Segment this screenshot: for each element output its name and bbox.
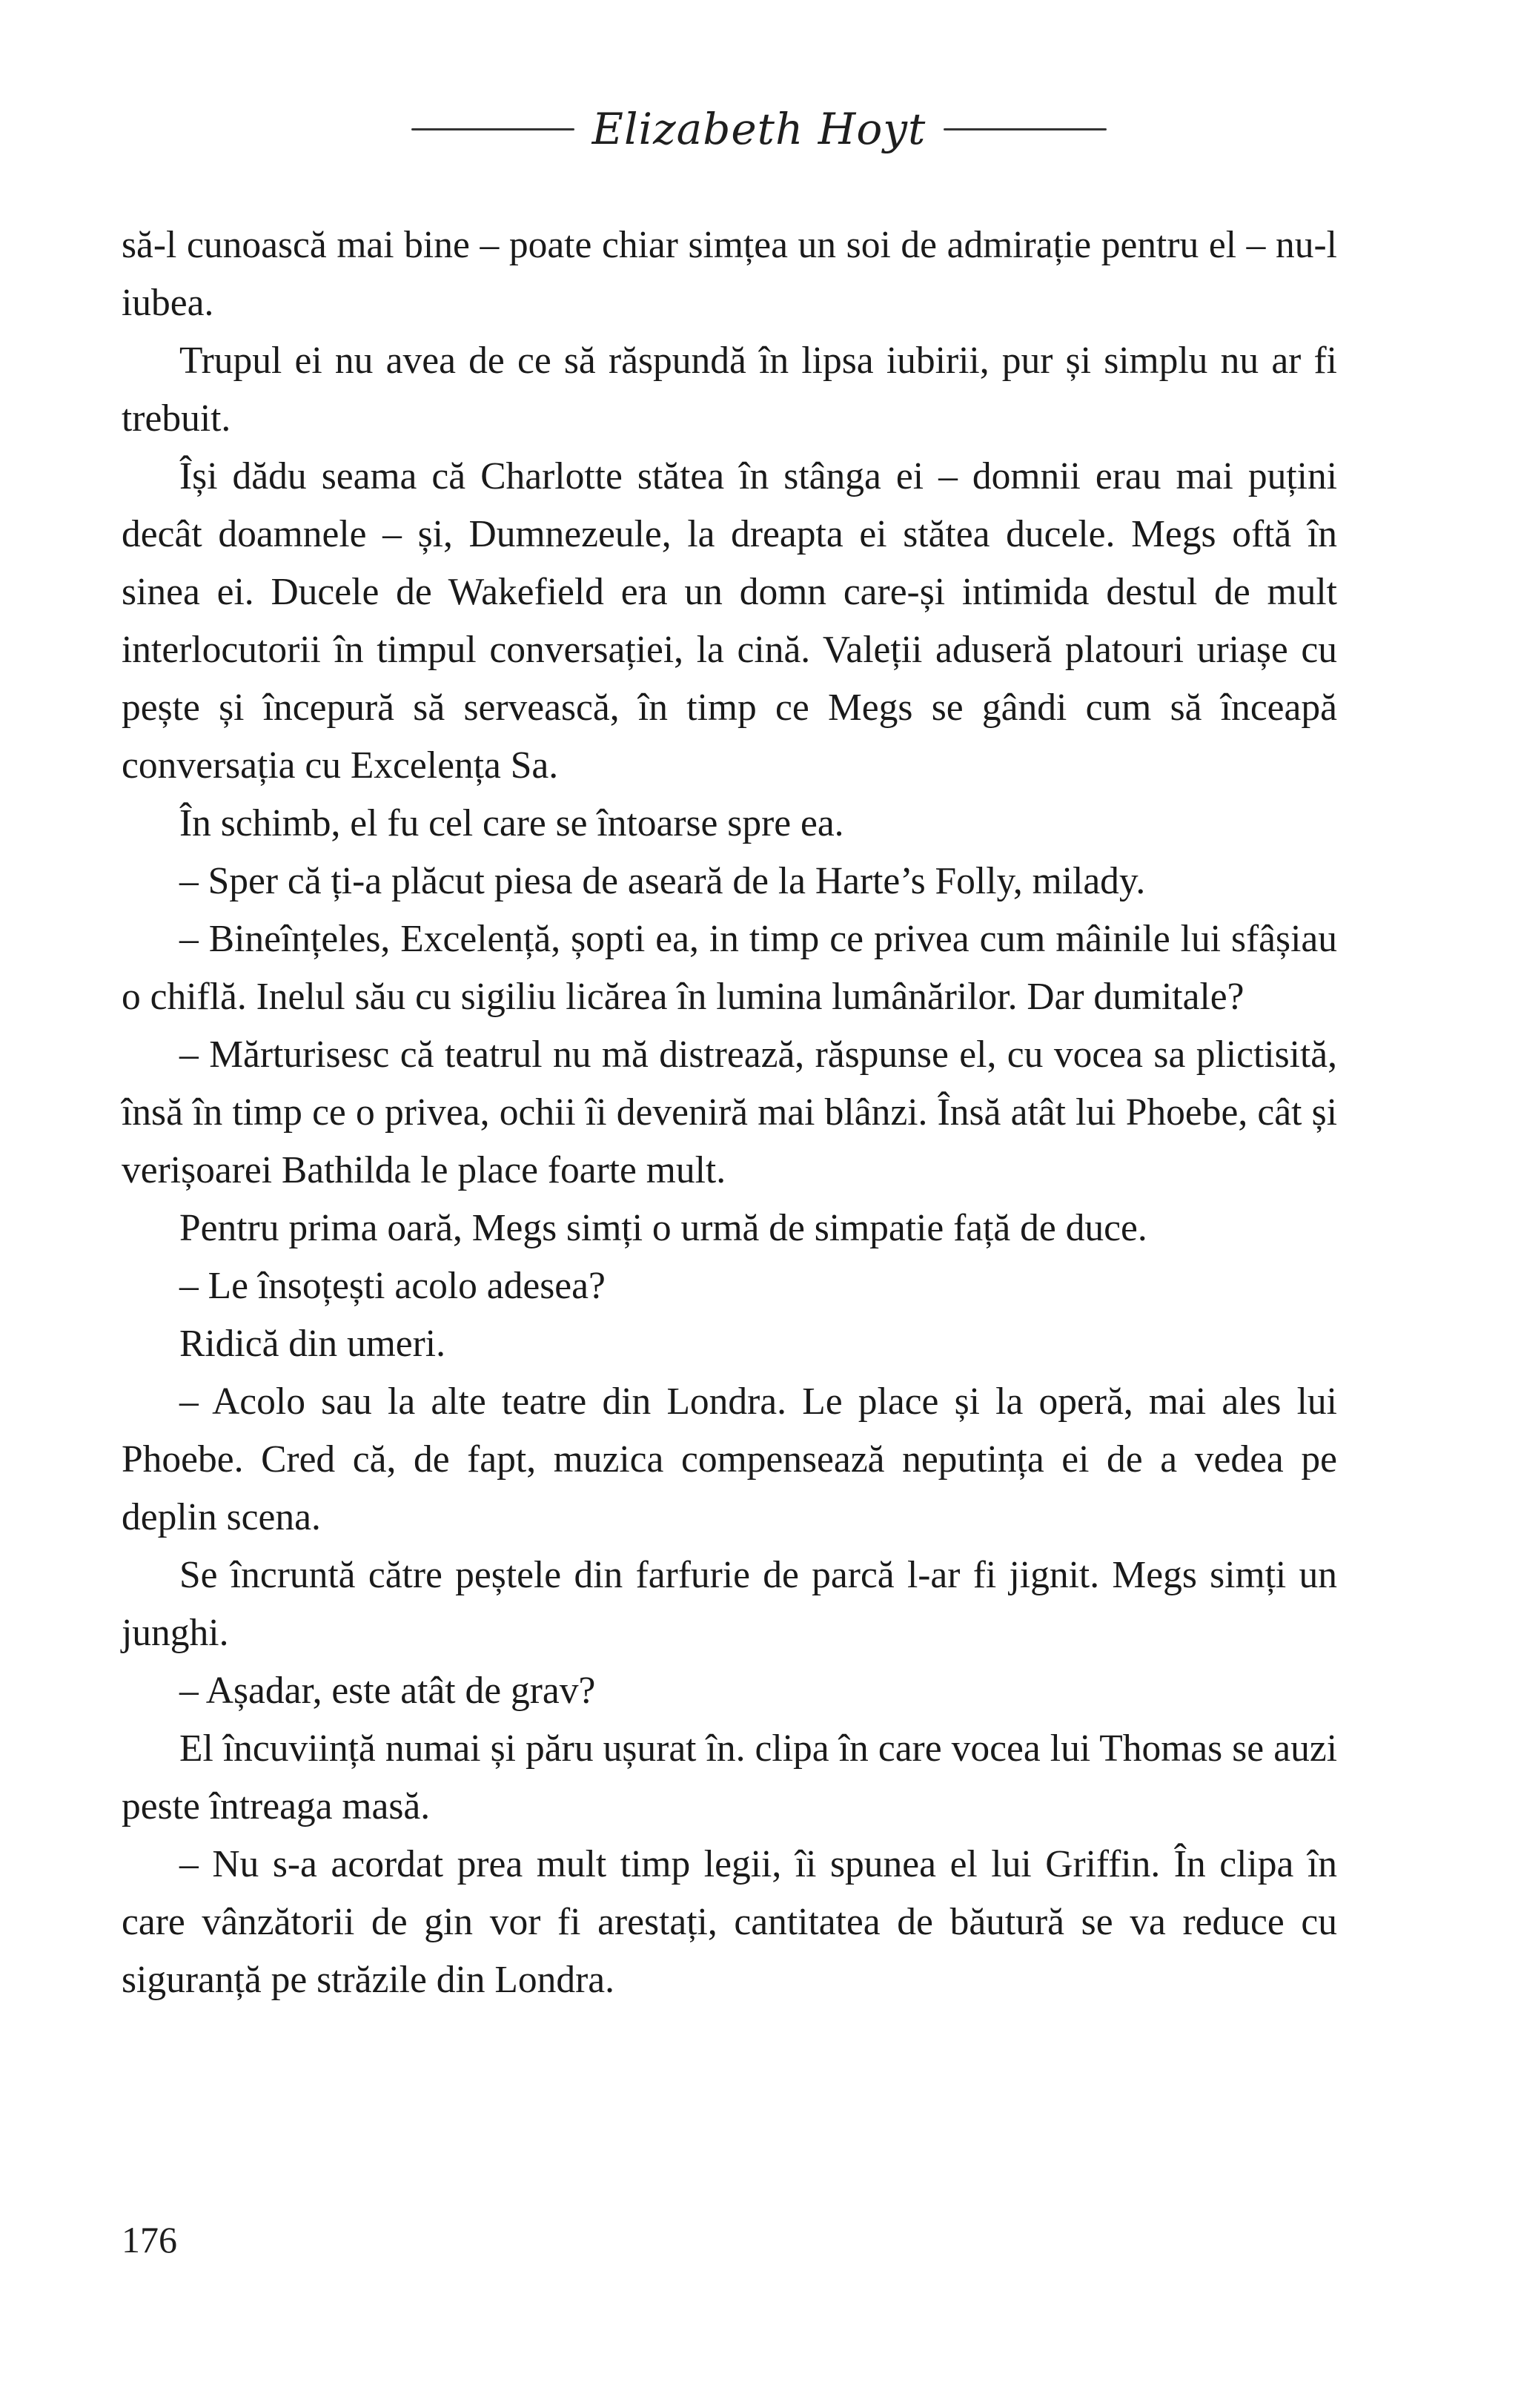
page-number: 176 [122, 2219, 177, 2260]
paragraph: să-l cunoască mai bine – poate chiar simțea un soi de admirație pentru el – nu-l iubea. [122, 224, 1337, 324]
paragraph: Pentru prima oară, Megs simți o urmă de simpatie față de duce. [179, 1207, 1147, 1249]
paragraph: Trupul ei nu avea de ce să răspundă în lipsa iubirii, pur și simplu nu ar fi trebuit. [122, 340, 1337, 440]
paragraph: Se încruntă către peștele din farfurie de parcă l-ar fi jignit. Megs simți un junghi. [122, 1554, 1337, 1654]
running-header [0, 104, 1518, 154]
dialogue-paragraph: – Acolo sau la alte teatre din Londra. Le place și la operă, mai ales lui Phoebe. Cred că, de fapt, muzica compensează neputința ei de a vedea pe deplin scena. [122, 1380, 1337, 1538]
dialogue-paragraph: – Nu s-a acordat prea mult timp legii, îi spunea el lui Griffin. În clipa în care vânzătorii de gin vor fi arestați, cantitatea de băutură se va reduce cu siguranță pe străzile din Londra. [122, 1843, 1337, 2001]
paragraph: El încuviință numai și păru ușurat în. clipa în care vocea lui Thomas se auzi peste întreaga masă. [122, 1727, 1337, 1828]
paragraph: Ridică din umeri. [179, 1323, 445, 1365]
header-rule-right [944, 128, 1107, 130]
paragraph: Își dădu seama că Charlotte stătea în stânga ei – domnii erau mai puțini decât doamnele – și, Dumnezeule, la dreapta ei stătea ducele. Megs oftă în sinea ei. Ducele de Wakefield era un domn care-și intimida destul de mult interlocutorii în timpul conversației, la cină. Valeții aduseră platouri uriașe cu pește și începură să servească, în timp ce Megs se gândi cum să înceapă conversația cu Excelența Sa. [122, 455, 1337, 787]
dialogue-paragraph: – Mărturisesc că teatrul nu mă distrează, răspunse el, cu vocea sa plictisită, însă în timp ce o privea, ochii îi deveniră mai blânzi. Însă atât lui Phoebe, cât și verișoarei Bathilda le place foarte mult. [122, 1033, 1337, 1191]
dialogue-paragraph: – Așadar, este atât de grav? [179, 1670, 596, 1712]
dialogue-paragraph: – Le însoțești acolo adesea? [179, 1265, 606, 1307]
header-rule-left [411, 128, 574, 130]
paragraph: În schimb, el fu cel care se întoarse spre ea. [179, 802, 844, 844]
dialogue-paragraph: – Sper că ți-a plăcut piesa de aseară de la Harte’s Folly, milady. [179, 860, 1146, 902]
dialogue-paragraph: – Bineînțeles, Excelență, șopti ea, in timp ce privea cum mâinile lui sfâșiau o chiflă. Inelul său cu sigiliu licărea în lumina lumânărilor. Dar dumitale? [122, 918, 1337, 1018]
running-title: Elizabeth Hoyt [591, 104, 927, 154]
body-text [122, 216, 1337, 2009]
